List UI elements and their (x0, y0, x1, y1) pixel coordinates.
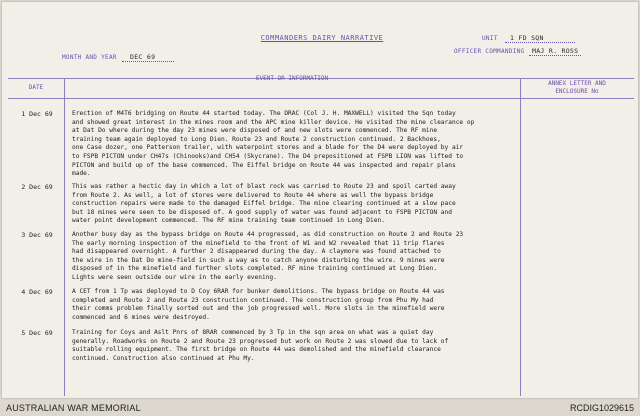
officer-commanding-value: MAJ R. ROSS (532, 47, 579, 55)
month-year-label: MONTH AND YEAR (62, 54, 117, 61)
entry-date: 5 Dec 69 (21, 329, 53, 337)
table-header-rule (8, 98, 634, 99)
officer-underline (529, 55, 581, 56)
entry-text: Training for Coys and Aslt Pnrs of 8RAR commenced by 3 Tp in the sqn area on what was a quiet day generally. Roadworks on Route 2 and Route 23 progressed but work on Route 2 was slowed due to lack of suitable rolling equipment. The first bridge on Route 44 was demolished and the minefield clearance continued. Construction also continued at Phu My. (72, 329, 449, 362)
document-reference-id: RCDIG1029615 (569, 403, 634, 413)
date-column-rule (64, 78, 65, 396)
archive-credit: AUSTRALIAN WAR MEMORIAL (6, 403, 141, 413)
narrative-table (8, 75, 634, 396)
entry-text: A CET from 1 Tp was deployed to D Coy 6RAR for bunker demolitions. The bypass bridge on Route 44 was completed and Route 2 and Route 23 construction continued. The construction group from Phu My had their comms problem finally sorted out and the job progressed well. More slots in the minefield were commenced and 6 mines were destroyed. (72, 288, 445, 321)
officer-commanding-label: OFFICER COMMANDING (454, 48, 525, 55)
entry-date: 4 Dec 69 (21, 288, 53, 296)
document-title: COMMANDERS DAIRY NARRATIVE (260, 34, 384, 42)
unit-value: 1 FD SQN (510, 34, 544, 42)
month-underline (122, 61, 174, 62)
entry-date: 2 Dec 69 (21, 183, 53, 191)
annex-column-header: ANNEX LETTER AND ENCLOSURE No (548, 80, 606, 95)
entry-text: This was rather a hectic day in which a lot of blast rock was carried to Route 23 and spoil carted away from Route 2. As well, a lot of stores were delivered to Route 44 where as well the bypass bridge construction repairs were made to the damaged Eiffel bridge. The mine clearing continued at a slow pace but 18 mines were seen to be disposed of. A good supply of water was found adjacent to FSPB PICTON and water point development commenced. The RF mine training team continued in Long Dien. (72, 183, 456, 225)
date-column-header: DATE (28, 84, 44, 91)
entry-date: 1 Dec 69 (21, 110, 53, 118)
annex-column-rule (520, 78, 521, 396)
event-column-header: EVENT OR INFORMATION (255, 75, 329, 82)
month-year-value: DEC 69 (130, 53, 156, 61)
entry-text: Another busy day as the bypass bridge on Route 44 progressed, as did construction on Route 2 and Route 23 The early morning inspection of the minefield to the front of W1 and W2 revealed that 11 trip flares had disappeared overnight. A further 2 disappeared during the day. A claymore was found attached to the wire in the Dat Do mine-field in such a way as to catch anyone disturbing the wire. 9 mines were disposed of in the minefield and further slots completed. RF mine training continued at Long Dien. Lights were seen outside our wire in the early evening. (72, 231, 464, 281)
unit-label: UNIT (482, 35, 498, 42)
entry-date: 3 Dec 69 (21, 231, 53, 239)
entry-text: Erection of M4T6 bridging on Route 44 started today. The DRAC (Col J. H. MAXWELL) visited the Sqn today and showed great interest in the mines room and the APC mine killer device. He visited the mine clearance op at Dat Do where during the day 23 mines were disposed of and new slots were commenced. The RF mine training team again deployed to Long Dien. Route 23 and Route 2 construction continued. 2 Backhoes, one Case dozer, one Patterson trailer, with waterpoint stores and a blade for the D4 were deployed by air to FSPB PICTON under CH47s (Chinooks)and CH54 (Skycrane). The D4 prepositioned at FSPB LION was lifted to PICTON and build up of the base commenced. The Eiffel bridge on Route 44 was inspected and repair plans made. (72, 110, 475, 178)
document-sheet (2, 2, 638, 398)
unit-underline (505, 42, 575, 43)
